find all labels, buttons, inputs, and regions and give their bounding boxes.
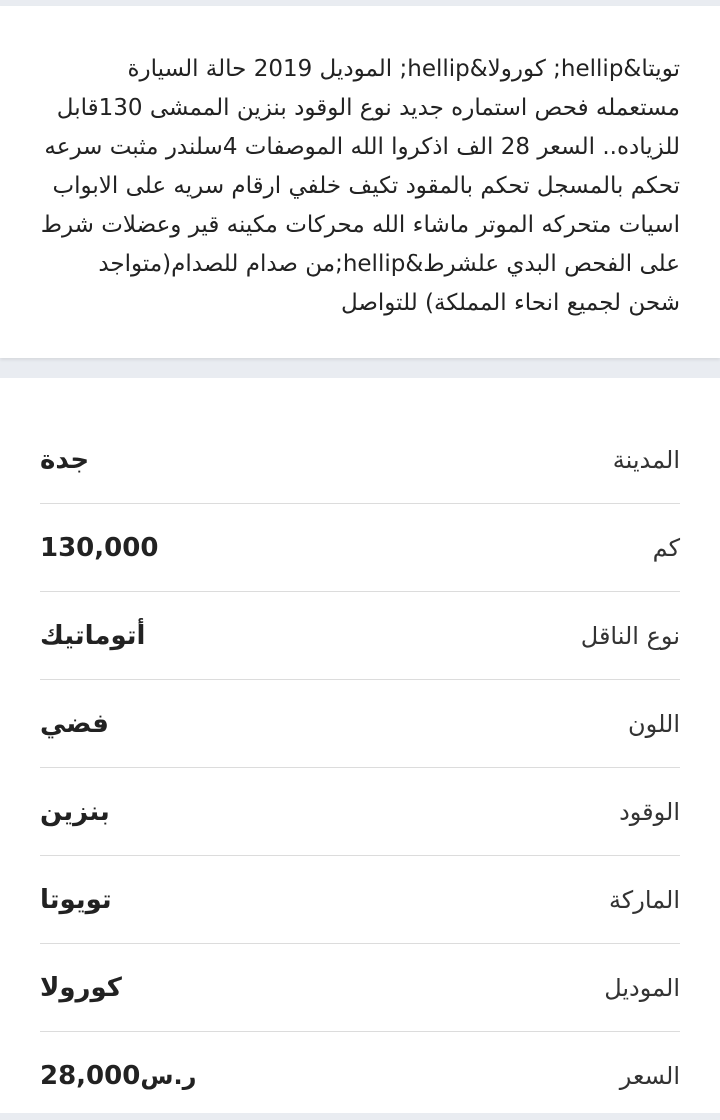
spec-row-color xyxy=(40,680,680,768)
spec-label-brand: الماركة xyxy=(608,885,680,914)
specs-card xyxy=(0,378,720,1113)
spec-value-color: فضي xyxy=(40,708,109,739)
spec-value-fuel: بنزين xyxy=(40,796,110,827)
spec-row-price xyxy=(40,1032,680,1120)
spec-value-brand: تويوتا xyxy=(40,884,112,915)
price-currency: ر.س xyxy=(140,1062,197,1090)
spec-row-fuel xyxy=(40,768,680,856)
spec-row-brand xyxy=(40,856,680,944)
spec-row-city xyxy=(40,416,680,504)
mileage-number: 130,000 xyxy=(40,532,159,563)
spec-value-mileage xyxy=(40,533,158,563)
spec-value-transmission: أتوماتيك xyxy=(40,620,146,651)
spec-label-model: الموديل xyxy=(604,973,680,1002)
spec-value-city: جدة xyxy=(40,444,90,475)
spec-value-price xyxy=(40,1061,202,1091)
spec-label-price: السعر xyxy=(619,1062,680,1090)
spec-label-mileage: كم xyxy=(652,533,680,562)
spec-value-model: كورولا xyxy=(40,972,122,1003)
spec-row-transmission xyxy=(40,592,680,680)
specs-list xyxy=(40,416,680,1120)
spec-row-mileage xyxy=(40,504,680,592)
price-amount: 28,000 xyxy=(40,1061,141,1091)
description-card xyxy=(0,6,720,358)
listing-description: تويتا&hellip; كورولا&hellip; الموديل 2019 حالة السيارة مستعمله فحص استماره جديد نوع الوقود بنزين الممشى 130قابل للزياده.. السعر 28 الف اذكروا الله الموصفات 4سلندر مثبت سرعه تحكم بالمسجل تحكم بالمقود تكيف خلفي ارقام سريه على الابواب اسيات متحركه الموتر ماشاء الله محركات مكينه قير وعضلات شرط على الفحص البدي علشرط&hellip;من صدام للصدام(متواجد شحن لجميع انحاء المملكة) للتواصل xyxy=(40,56,680,316)
spec-label-city: المدينة xyxy=(612,445,680,474)
spec-label-fuel: الوقود xyxy=(619,797,680,826)
spec-label-color: اللون xyxy=(628,709,680,738)
spec-row-model xyxy=(40,944,680,1032)
spec-label-transmission: نوع الناقل xyxy=(580,621,680,650)
